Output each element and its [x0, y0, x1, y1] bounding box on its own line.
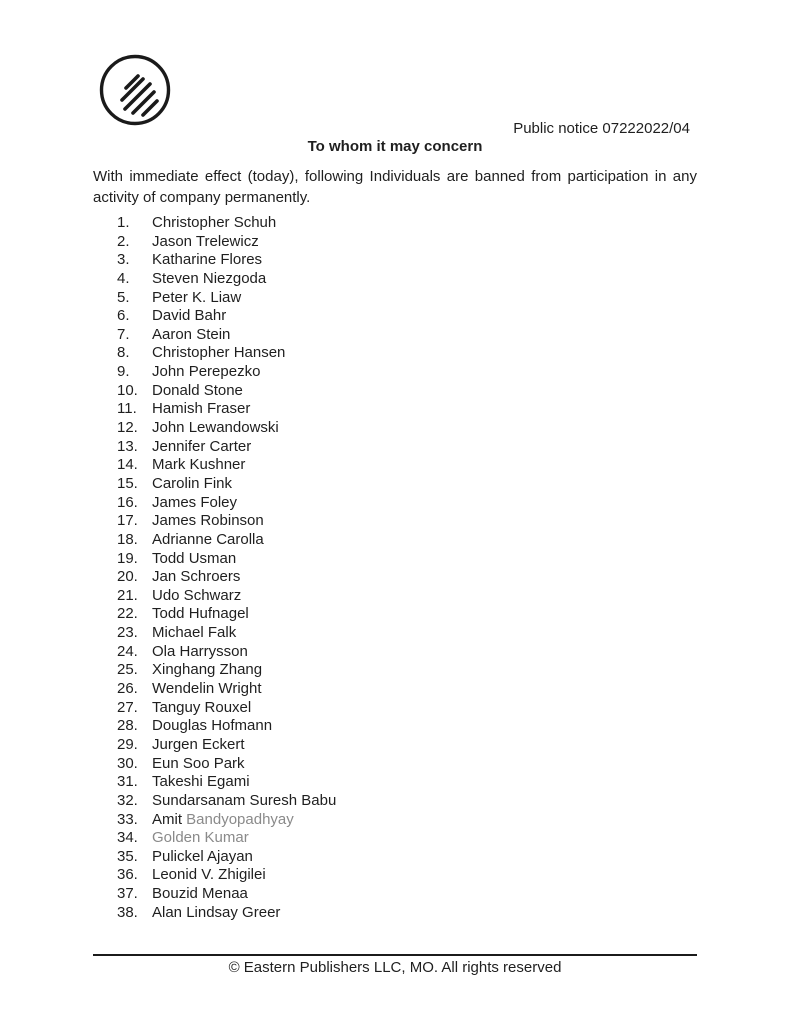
- list-item: [117, 736, 336, 755]
- list-item-number: 13.: [117, 437, 138, 455]
- list-item-number: 24.: [117, 642, 138, 660]
- list-item-name: David Bahr: [152, 307, 227, 325]
- list-item-number: 33.: [117, 810, 138, 828]
- list-item-number: 30.: [117, 754, 138, 772]
- list-item-number: 28.: [117, 717, 138, 735]
- list-item: [117, 587, 336, 606]
- list-item: [117, 866, 336, 885]
- list-item-name: Bouzid Menaa: [152, 885, 248, 903]
- list-item-name: Steven Niezgoda: [152, 269, 267, 287]
- list-item: [117, 643, 336, 662]
- list-item: [117, 233, 336, 252]
- list-item-number: 25.: [117, 661, 138, 679]
- notice-number: Public notice 07222022/04: [513, 120, 690, 137]
- list-item-name: Carolin Fink: [152, 474, 233, 492]
- list-item-name: Takeshi Egami: [152, 773, 250, 791]
- list-item-number: 19.: [117, 549, 138, 567]
- list-item-number: 20.: [117, 568, 138, 586]
- list-item-number: 32.: [117, 791, 138, 809]
- list-item-name: Udo Schwarz: [152, 586, 242, 604]
- copyright-notice: © Eastern Publishers LLC, MO. All rights reserved: [228, 959, 562, 976]
- list-item-name: Hamish Fraser: [152, 400, 251, 418]
- list-item-number: 15.: [117, 474, 138, 492]
- list-item-number: 3.: [117, 251, 130, 269]
- list-item-name: Douglas Hofmann: [152, 717, 273, 735]
- list-item-number: 22.: [117, 605, 138, 623]
- list-item: [117, 904, 336, 923]
- list-item-number: 2.: [117, 232, 130, 250]
- list-item-number: 12.: [117, 419, 138, 437]
- list-item-number: 21.: [117, 586, 138, 604]
- list-item-name: Michael Falk: [152, 624, 237, 642]
- list-item: [117, 755, 336, 774]
- list-item: [117, 550, 336, 569]
- list-item: [117, 289, 336, 308]
- list-item-name: Todd Hufnagel: [152, 605, 249, 623]
- list-item-number: 6.: [117, 307, 130, 325]
- list-item: [117, 680, 336, 699]
- list-item: [117, 438, 336, 457]
- list-item-number: 7.: [117, 325, 130, 343]
- list-item-number: 31.: [117, 773, 138, 791]
- list-item-name: James Foley: [152, 493, 238, 511]
- list-item: [117, 829, 336, 848]
- list-item-name: Amit: [152, 810, 187, 828]
- list-item-number: 1.: [117, 214, 130, 231]
- list-item: [117, 400, 336, 419]
- list-item: [117, 456, 336, 475]
- list-item-number: 16.: [117, 493, 138, 511]
- list-item: [117, 792, 336, 811]
- footer-divider: [93, 954, 697, 956]
- list-item: [117, 568, 336, 587]
- list-item-number: 34.: [117, 829, 138, 847]
- list-item-number: 36.: [117, 866, 138, 884]
- list-item-number: 10.: [117, 381, 138, 399]
- list-item: [117, 699, 336, 718]
- page-title: To whom it may concern: [307, 138, 483, 155]
- list-item: [117, 270, 336, 289]
- list-item-number: 8.: [117, 344, 130, 362]
- list-item-number: 23.: [117, 624, 138, 642]
- list-item-name: Donald Stone: [152, 381, 243, 399]
- list-item-name: John Perepezko: [152, 363, 261, 381]
- list-item: [117, 661, 336, 680]
- list-item-number: 29.: [117, 735, 138, 753]
- list-item-number: 5.: [117, 288, 130, 306]
- list-item-name: Ola Harrysson: [152, 642, 248, 660]
- list-item: [117, 848, 336, 867]
- list-item: [117, 344, 336, 363]
- list-item-number: 11.: [117, 400, 137, 418]
- list-item: [117, 605, 336, 624]
- company-logo-icon: [97, 52, 173, 128]
- list-item-name: Christopher Schuh: [152, 214, 277, 231]
- list-item: [117, 624, 336, 643]
- notice-paragraph: With immediate effect (today), following Individuals are banned from participation in any activity of company permanently.: [93, 168, 697, 206]
- list-item-name: Peter K. Liaw: [152, 288, 242, 306]
- banned-individuals-list: [117, 214, 336, 922]
- list-item-name: James Robinson: [152, 512, 264, 530]
- list-item: [117, 531, 336, 550]
- list-item-name: Alan Lindsay Greer: [152, 903, 281, 921]
- list-item: [117, 419, 336, 438]
- list-item-number: 26.: [117, 680, 138, 698]
- list-item-name: Jason Trelewicz: [152, 232, 259, 250]
- list-item-number: 38.: [117, 903, 138, 921]
- list-item: [117, 326, 336, 345]
- list-item-number: 37.: [117, 885, 138, 903]
- list-item-number: 17.: [117, 512, 138, 530]
- list-item-name: Adrianne Carolla: [152, 530, 264, 548]
- list-item-name: Pulickel Ajayan: [152, 847, 253, 865]
- list-item-name-muted: Bandyopadhyay: [186, 810, 294, 828]
- list-item-name-muted: Golden Kumar: [152, 829, 249, 847]
- list-item: [117, 717, 336, 736]
- list-item-name: Tanguy Rouxel: [152, 698, 252, 716]
- list-item: [117, 811, 336, 830]
- list-item-name: Jan Schroers: [152, 568, 241, 586]
- list-item-name: Mark Kushner: [152, 456, 246, 474]
- list-item: [117, 773, 336, 792]
- list-item: [117, 214, 336, 233]
- list-item-number: 4.: [117, 269, 130, 287]
- list-item: [117, 512, 336, 531]
- list-item-name: Katharine Flores: [152, 251, 263, 269]
- list-item: [117, 251, 336, 270]
- list-item-number: 27.: [117, 698, 138, 716]
- list-item-name: Sundarsanam Suresh Babu: [152, 791, 337, 809]
- list-item: [117, 885, 336, 904]
- list-item-name: Christopher Hansen: [152, 344, 286, 362]
- list-item-number: 35.: [117, 847, 138, 865]
- list-item-name: John Lewandowski: [152, 419, 279, 437]
- list-item: [117, 494, 336, 513]
- list-item: [117, 382, 336, 401]
- list-item: [117, 475, 336, 494]
- list-item-name: Todd Usman: [152, 549, 237, 567]
- list-item-number: 18.: [117, 530, 138, 548]
- list-item-name: Xinghang Zhang: [152, 661, 263, 679]
- list-item: [117, 307, 336, 326]
- list-item-name: Jennifer Carter: [152, 437, 252, 455]
- list-item-name: Aaron Stein: [152, 325, 231, 343]
- list-item-name: Wendelin Wright: [152, 680, 262, 698]
- list-item-name: Eun Soo Park: [152, 754, 245, 772]
- list-item-name: Jurgen Eckert: [152, 735, 245, 753]
- list-item-name: Leonid V. Zhigilei: [152, 866, 266, 884]
- list-item-number: 14.: [117, 456, 138, 474]
- list-item-number: 9.: [117, 363, 130, 381]
- list-item: [117, 363, 336, 382]
